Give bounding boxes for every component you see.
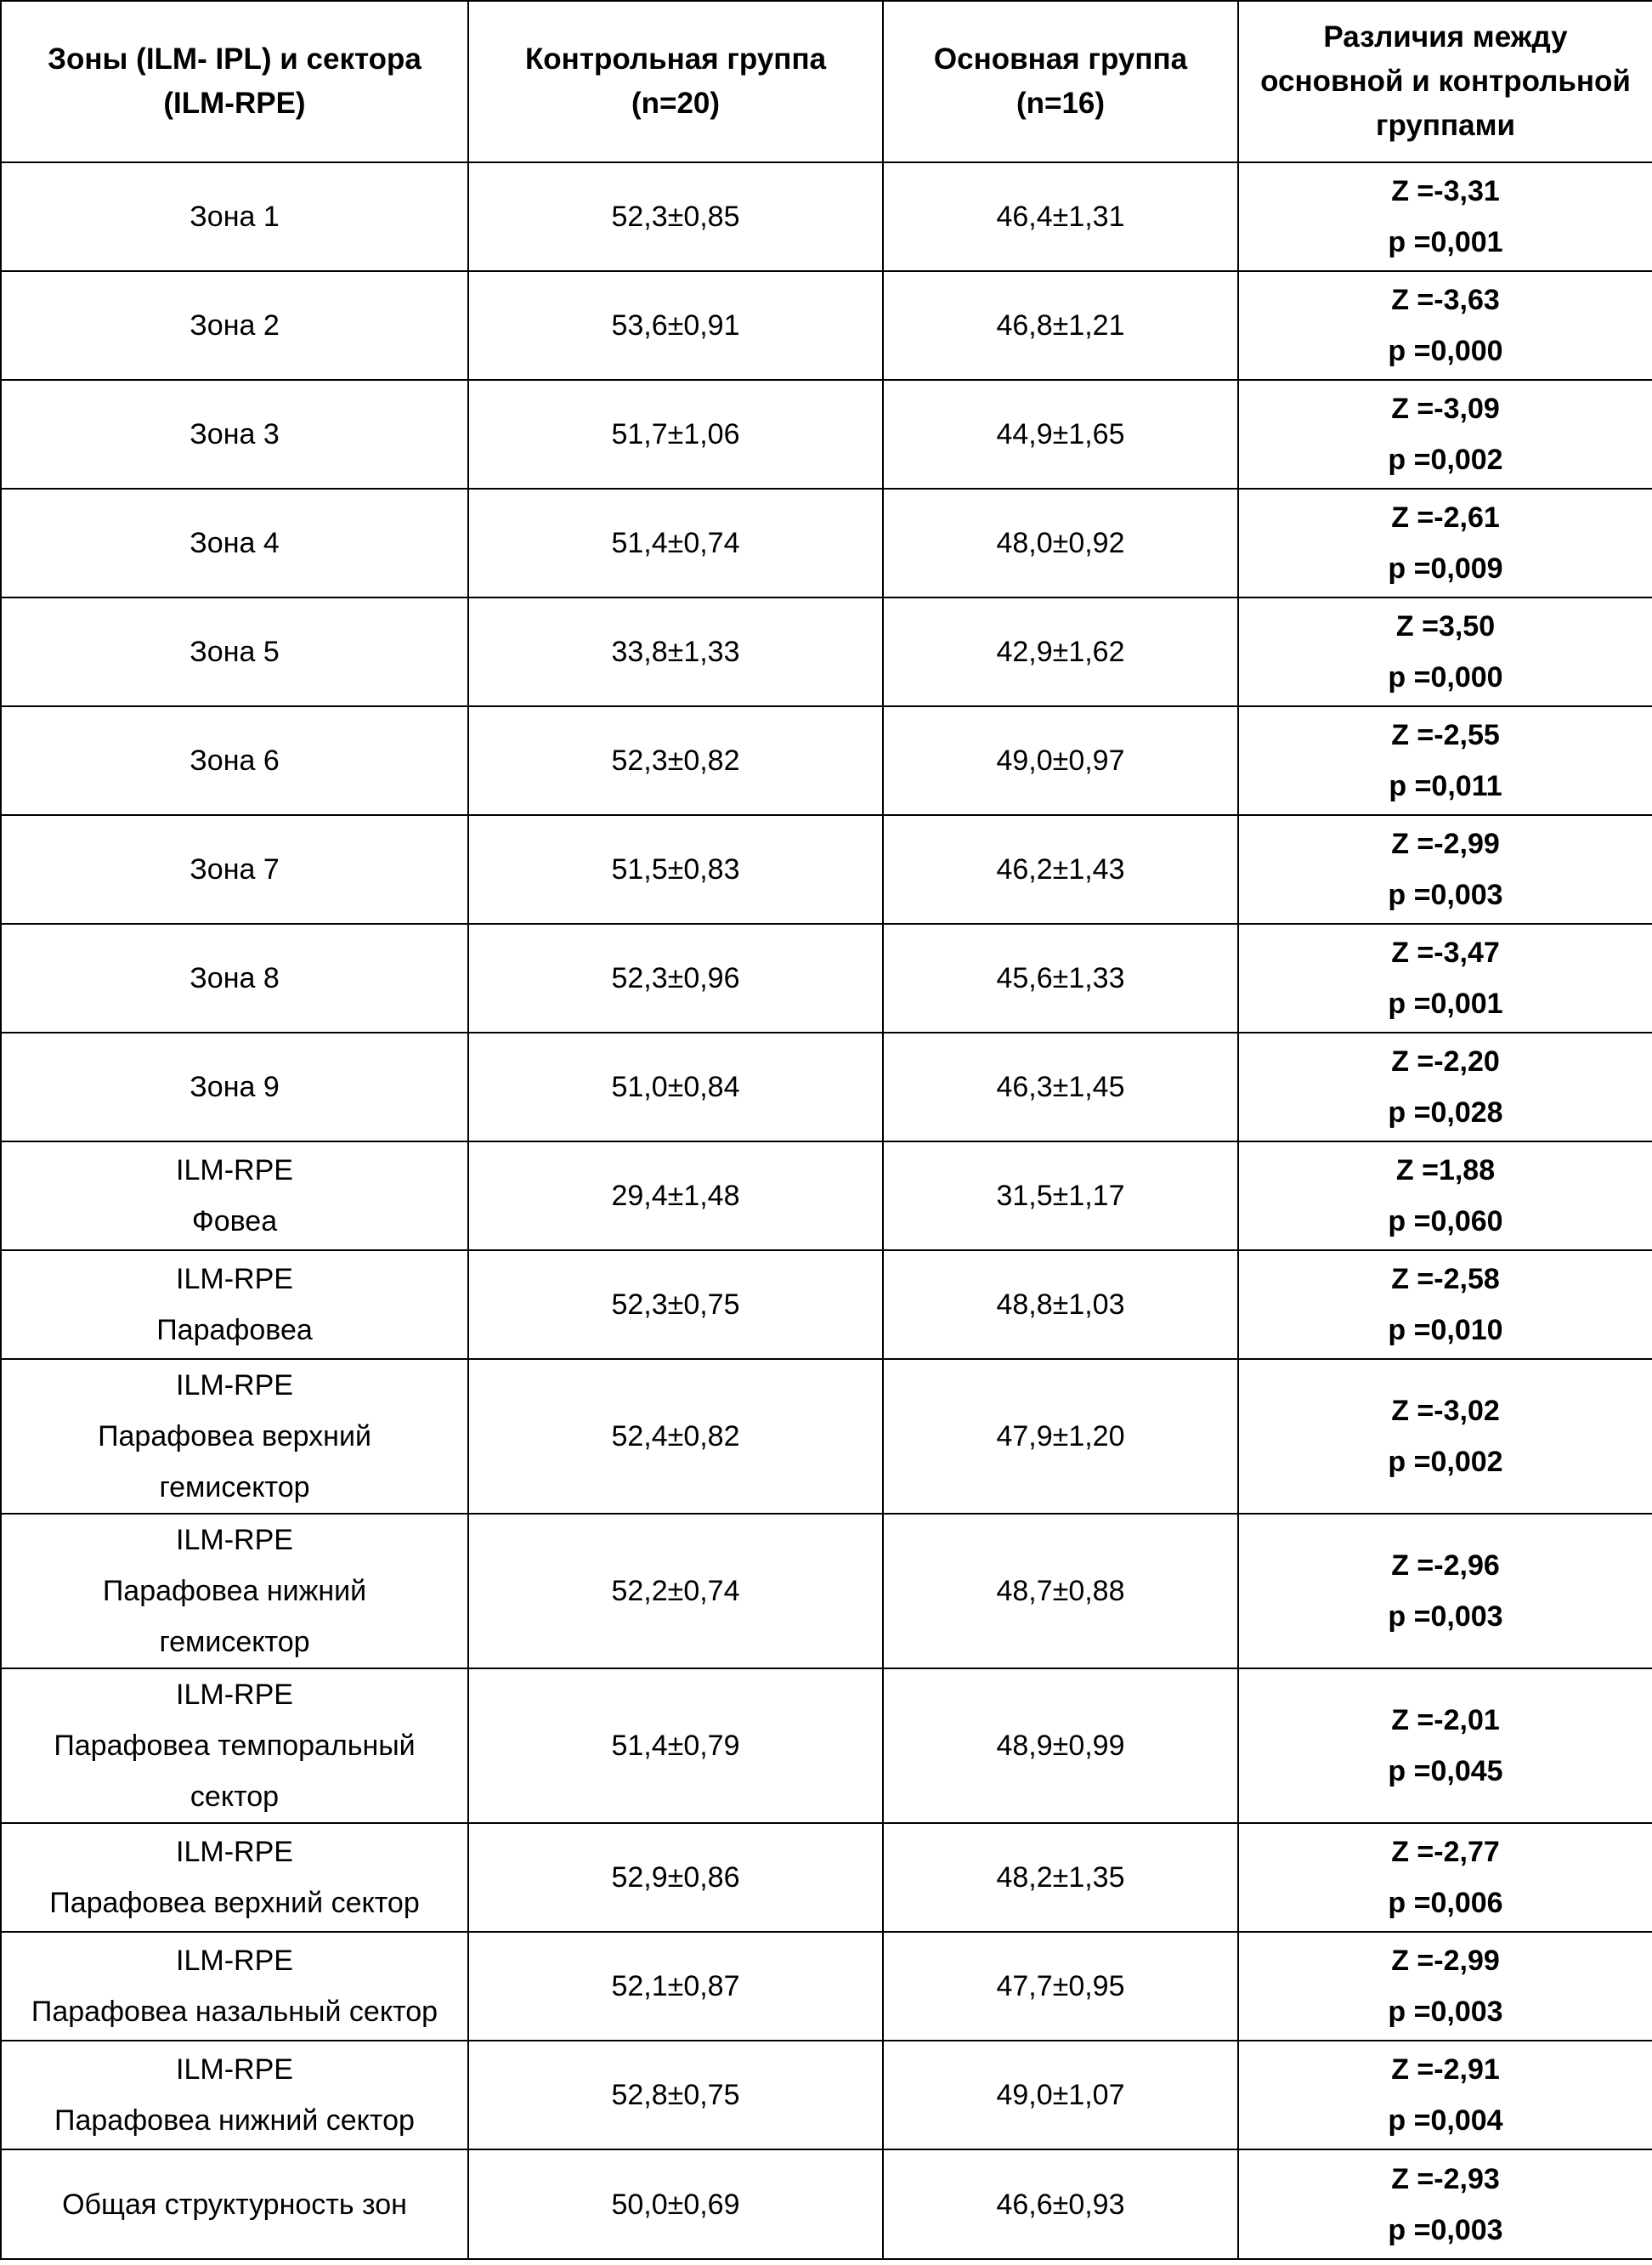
z-statistic: Z =-3,63	[1391, 284, 1500, 316]
z-statistic: Z =-3,47	[1391, 937, 1500, 969]
z-statistic: Z =-3,02	[1391, 1395, 1500, 1427]
p-value: p =0,003	[1388, 2213, 1503, 2246]
zone-cell	[1, 271, 468, 380]
p-value: p =0,003	[1388, 1600, 1503, 1633]
zone-cell	[1, 1141, 468, 1250]
zone-label: Зона 1	[190, 201, 280, 233]
table-row	[1, 1668, 1652, 1823]
zone-cell	[1, 162, 468, 271]
zone-cell	[1, 815, 468, 924]
main-value: 47,7±0,95	[883, 1932, 1238, 2041]
difference-cell	[1238, 1250, 1652, 1359]
main-value: 46,4±1,31	[883, 162, 1238, 271]
zone-label: Парафовеа	[156, 1314, 313, 1346]
zone-label: Зона 6	[190, 745, 280, 777]
header-differences-line: основной и контрольной	[1260, 65, 1631, 98]
zone-label: ILM-RPE	[176, 1369, 293, 1401]
header-zones	[1, 1, 468, 162]
zone-cell	[1, 1514, 468, 1668]
zone-label: ILM-RPE	[176, 2053, 293, 2086]
header-control-group	[468, 1, 883, 162]
zone-label: Парафовеа верхний сектор	[49, 1887, 420, 1919]
zone-cell	[1, 1250, 468, 1359]
zone-label: Парафовеа назальный сектор	[31, 1996, 438, 2028]
difference-cell	[1238, 2149, 1652, 2259]
z-statistic: Z =-2,20	[1391, 1045, 1500, 1078]
zone-label: сектор	[190, 1781, 280, 1813]
table-row	[1, 1823, 1652, 1932]
header-differences-line: группами	[1375, 109, 1516, 142]
zone-cell	[1, 924, 468, 1033]
main-value: 48,8±1,03	[883, 1250, 1238, 1359]
table-row	[1, 271, 1652, 380]
z-statistic: Z =-2,01	[1391, 1704, 1500, 1736]
control-value: 52,2±0,74	[468, 1514, 883, 1668]
main-value: 49,0±1,07	[883, 2041, 1238, 2149]
z-statistic: Z =-3,09	[1391, 393, 1500, 425]
table-row	[1, 1141, 1652, 1250]
main-value: 31,5±1,17	[883, 1141, 1238, 1250]
main-value: 48,0±0,92	[883, 489, 1238, 597]
zone-label: ILM-RPE	[176, 1679, 293, 1711]
z-statistic: Z =-2,58	[1391, 1263, 1500, 1295]
zone-cell	[1, 380, 468, 489]
zone-cell	[1, 1668, 468, 1823]
control-value: 52,8±0,75	[468, 2041, 883, 2149]
z-statistic: Z =1,88	[1395, 1154, 1496, 1186]
zone-label: ILM-RPE	[176, 1263, 293, 1295]
table-row	[1, 1932, 1652, 2041]
control-value: 52,3±0,85	[468, 162, 883, 271]
difference-cell	[1238, 1141, 1652, 1250]
zone-label: Зона 5	[190, 636, 280, 668]
header-control-line: Контрольная группа	[524, 42, 827, 76]
z-statistic: Z =-2,61	[1391, 501, 1500, 534]
main-value: 48,2±1,35	[883, 1823, 1238, 1932]
difference-cell	[1238, 1932, 1652, 2041]
difference-cell	[1238, 162, 1652, 271]
table-row	[1, 380, 1652, 489]
difference-cell	[1238, 1514, 1652, 1668]
difference-cell	[1238, 706, 1652, 815]
control-value: 52,1±0,87	[468, 1932, 883, 2041]
z-statistic: Z =3,50	[1395, 610, 1496, 643]
main-value: 42,9±1,62	[883, 597, 1238, 706]
zone-label: гемисектор	[159, 1626, 310, 1658]
z-statistic: Z =-3,31	[1391, 175, 1500, 207]
z-statistic: Z =-2,99	[1391, 828, 1500, 860]
header-zones-line: (ILM-RPE)	[163, 87, 306, 120]
table-row	[1, 1250, 1652, 1359]
zone-label: ILM-RPE	[176, 1945, 293, 1977]
p-value: p =0,002	[1388, 1446, 1503, 1478]
zone-label: Зона 3	[190, 418, 280, 450]
zone-label: Парафовеа верхний	[98, 1420, 371, 1452]
table-row	[1, 597, 1652, 706]
table-row	[1, 2041, 1652, 2149]
control-value: 51,0±0,84	[468, 1033, 883, 1141]
z-statistic: Z =-2,99	[1391, 1945, 1500, 1977]
control-value: 50,0±0,69	[468, 2149, 883, 2259]
main-value: 49,0±0,97	[883, 706, 1238, 815]
difference-cell	[1238, 380, 1652, 489]
p-value: p =0,000	[1388, 661, 1503, 694]
main-value: 46,8±1,21	[883, 271, 1238, 380]
control-value: 33,8±1,33	[468, 597, 883, 706]
z-statistic: Z =-2,93	[1391, 2162, 1500, 2195]
difference-cell	[1238, 815, 1652, 924]
difference-cell	[1238, 597, 1652, 706]
zone-label: гемисектор	[159, 1471, 310, 1503]
zone-label: Парафовеа нижний сектор	[54, 2104, 415, 2137]
zone-cell	[1, 597, 468, 706]
p-value: p =0,003	[1388, 1996, 1503, 2028]
zone-label: Зона 4	[190, 527, 280, 559]
difference-cell	[1238, 271, 1652, 380]
header-differences	[1238, 1, 1652, 162]
header-main-line: (n=16)	[1016, 87, 1106, 120]
table-row	[1, 1514, 1652, 1668]
control-value: 51,4±0,74	[468, 489, 883, 597]
p-value: p =0,011	[1389, 770, 1502, 802]
z-statistic: Z =-2,55	[1391, 719, 1500, 751]
control-value: 53,6±0,91	[468, 271, 883, 380]
control-value: 29,4±1,48	[468, 1141, 883, 1250]
zone-label: ILM-RPE	[176, 1154, 293, 1186]
difference-cell	[1238, 1359, 1652, 1514]
main-value: 46,2±1,43	[883, 815, 1238, 924]
zone-cell	[1, 1932, 468, 2041]
main-value: 47,9±1,20	[883, 1359, 1238, 1514]
header-main-line: Основная группа	[933, 42, 1188, 76]
header-zones-line: Зоны (ILM- IPL) и сектора	[48, 42, 421, 76]
table-row	[1, 162, 1652, 271]
control-value: 51,7±1,06	[468, 380, 883, 489]
zone-label: Фовеа	[191, 1205, 278, 1237]
header-main-group	[883, 1, 1238, 162]
p-value: p =0,002	[1388, 444, 1503, 476]
difference-cell	[1238, 1668, 1652, 1823]
zone-cell	[1, 2149, 468, 2259]
zone-label: ILM-RPE	[176, 1524, 293, 1556]
zone-label: Общая структурность зон	[62, 2188, 407, 2221]
zone-label: Парафовеа нижний	[102, 1575, 367, 1607]
control-value: 51,4±0,79	[468, 1668, 883, 1823]
p-value: p =0,003	[1388, 879, 1503, 911]
zone-cell	[1, 2041, 468, 2149]
control-value: 52,4±0,82	[468, 1359, 883, 1514]
table-row	[1, 489, 1652, 597]
zone-label: Парафовеа темпоральный	[54, 1730, 416, 1762]
z-statistic: Z =-2,77	[1391, 1836, 1500, 1868]
control-value: 52,9±0,86	[468, 1823, 883, 1932]
header-differences-line: Различия между	[1323, 20, 1568, 54]
table-body	[1, 162, 1652, 2259]
main-value: 45,6±1,33	[883, 924, 1238, 1033]
difference-cell	[1238, 924, 1652, 1033]
zone-label: Зона 7	[190, 853, 280, 886]
table-row	[1, 1033, 1652, 1141]
main-value: 48,9±0,99	[883, 1668, 1238, 1823]
table-row	[1, 2149, 1652, 2259]
control-value: 51,5±0,83	[468, 815, 883, 924]
p-value: p =0,004	[1388, 2104, 1503, 2137]
difference-cell	[1238, 2041, 1652, 2149]
p-value: p =0,060	[1388, 1205, 1503, 1237]
control-value: 52,3±0,82	[468, 706, 883, 815]
main-value: 44,9±1,65	[883, 380, 1238, 489]
header-row	[1, 1, 1652, 162]
p-value: p =0,001	[1388, 226, 1503, 258]
p-value: p =0,006	[1388, 1887, 1503, 1919]
table-row	[1, 815, 1652, 924]
p-value: p =0,045	[1388, 1755, 1503, 1787]
p-value: p =0,028	[1388, 1096, 1503, 1129]
zone-label: Зона 2	[190, 309, 280, 342]
control-value: 52,3±0,96	[468, 924, 883, 1033]
p-value: p =0,000	[1388, 335, 1503, 367]
difference-cell	[1238, 489, 1652, 597]
main-value: 46,3±1,45	[883, 1033, 1238, 1141]
zone-cell	[1, 1359, 468, 1514]
z-statistic: Z =-2,96	[1391, 1549, 1500, 1582]
p-value: p =0,001	[1388, 988, 1503, 1020]
main-value: 46,6±0,93	[883, 2149, 1238, 2259]
difference-cell	[1238, 1823, 1652, 1932]
control-value: 52,3±0,75	[468, 1250, 883, 1359]
header-control-line: (n=20)	[631, 87, 721, 120]
table-row	[1, 706, 1652, 815]
p-value: p =0,010	[1388, 1314, 1503, 1346]
z-statistic: Z =-2,91	[1391, 2053, 1500, 2086]
table-row	[1, 924, 1652, 1033]
zone-label: ILM-RPE	[176, 1836, 293, 1868]
zone-cell	[1, 489, 468, 597]
zone-cell	[1, 1823, 468, 1932]
p-value: p =0,009	[1388, 552, 1503, 585]
zone-cell	[1, 706, 468, 815]
zone-cell	[1, 1033, 468, 1141]
difference-cell	[1238, 1033, 1652, 1141]
main-value: 48,7±0,88	[883, 1514, 1238, 1668]
zone-label: Зона 9	[190, 1071, 280, 1103]
zone-label: Зона 8	[190, 962, 280, 994]
table-row	[1, 1359, 1652, 1514]
